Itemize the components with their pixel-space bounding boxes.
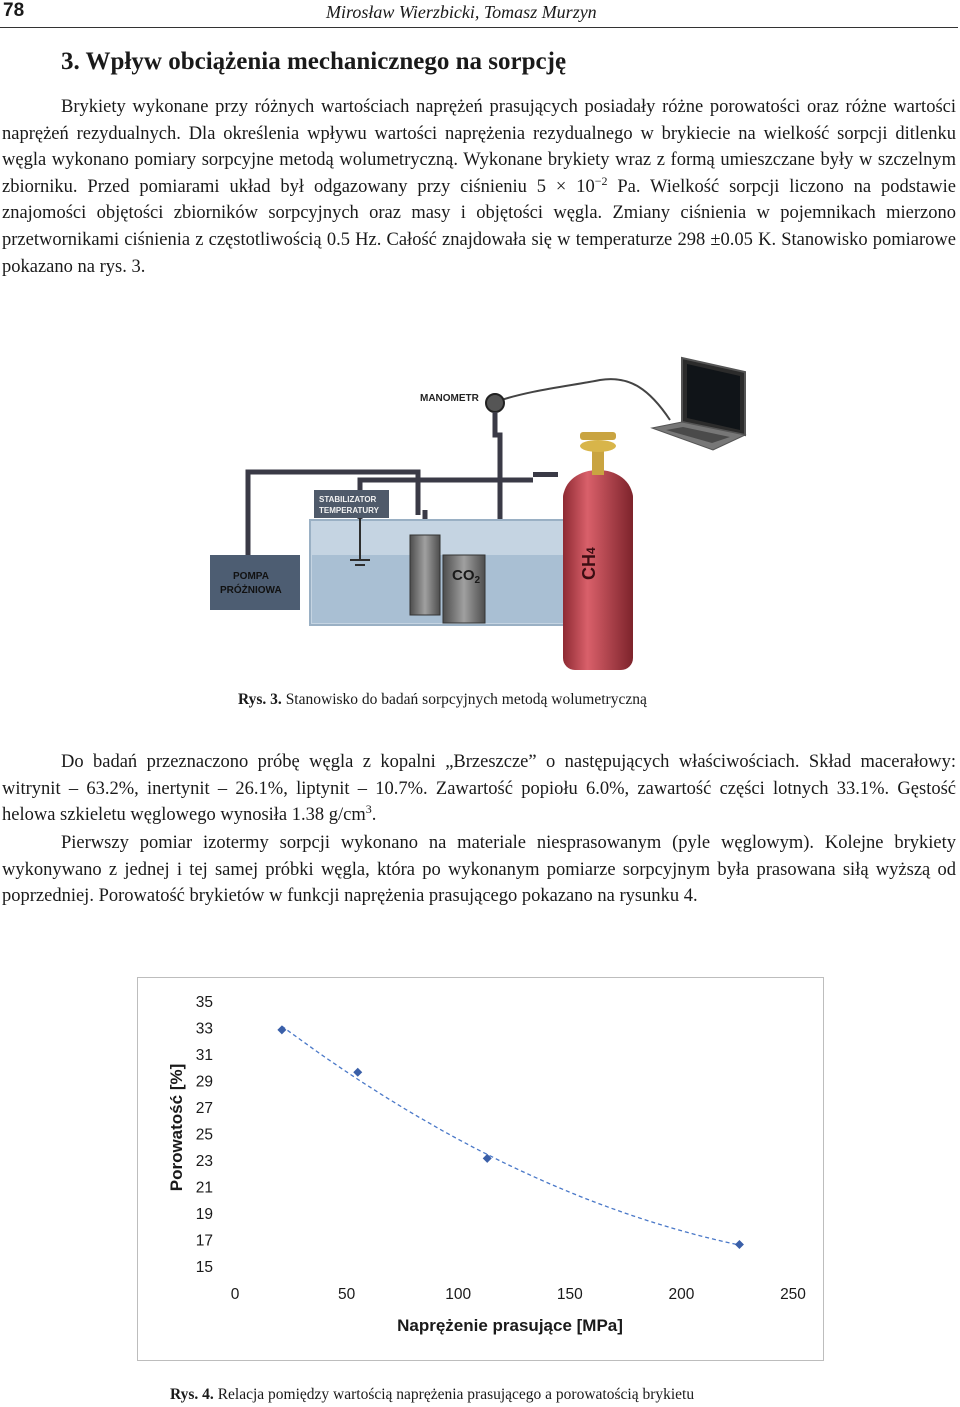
data-points bbox=[277, 1025, 744, 1249]
y-axis-ticks bbox=[196, 994, 213, 1276]
porosity-chart-svg bbox=[138, 978, 825, 1362]
running-head: Mirosław Wierzbicki, Tomasz Murzyn bbox=[326, 2, 597, 22]
x-axis-ticks bbox=[231, 1286, 807, 1303]
paragraph-3-text: Pierwszy pomiar izotermy sorpcji wykonano na materiale niesprasowanym (pyle węglowym). Kolejne brykiety wykonywano z jednej i tej samej próbki węgla, która po wykonanym pomiarze sorpcyjnym była prasowana siłą wyższą od poprzedniej. Porowatość brykietów w funkcji naprężenia prasującego pokazano na rysunku 4. bbox=[2, 833, 956, 907]
paragraph-3 bbox=[2, 830, 956, 910]
paragraph-1-text-b: Pa. Wielkość sorpcji liczono na podstawie znajomości objętości zbiorników sorpcyjnych oraz masy i objętości węgla. Zmiany ciśnienia w pojemnikach mierzono przetwornikami ciśnienia z częstotliwością 0.5 Hz. Całość znajdowała się w temperaturze 298 ±0.05 K. Stanowisko pomiarowe pokazano na rys. 3. bbox=[2, 176, 956, 277]
figure-4-caption-label: Rys. 4. bbox=[170, 1386, 214, 1403]
figure-3-caption bbox=[238, 691, 647, 709]
paragraph-2-text-b: . bbox=[371, 805, 377, 826]
sorption-cell bbox=[443, 555, 485, 623]
x-tick-label: 200 bbox=[668, 1286, 695, 1303]
figure-3-caption-label: Rys. 3. bbox=[238, 691, 282, 708]
data-point-marker bbox=[735, 1240, 744, 1249]
header-rule bbox=[0, 27, 958, 28]
x-tick-label: 250 bbox=[780, 1286, 806, 1303]
x-axis-title: Naprężenie prasujące [MPa] bbox=[397, 1316, 623, 1335]
paragraph-2-exponent: 3 bbox=[365, 802, 372, 817]
manometer-icon bbox=[486, 394, 504, 412]
y-tick-label: 17 bbox=[195, 1232, 213, 1250]
figure-4-caption-text: Relacja pomiędzy wartością naprężenia prasującego a porowatością brykietu bbox=[213, 1386, 695, 1403]
y-tick-label: 33 bbox=[195, 1020, 213, 1038]
paragraph-1-exponent: −2 bbox=[594, 173, 608, 188]
manometer-label: MANOMETR bbox=[420, 393, 479, 404]
stabilizer-label-2: TEMPERATURY bbox=[319, 506, 379, 515]
x-tick-label: 0 bbox=[230, 1286, 240, 1303]
page-number: 78 bbox=[3, 0, 25, 21]
pump-label-1: POMPA bbox=[233, 571, 269, 582]
section-title: 3. Wpływ obciążenia mechanicznego na sorpcję bbox=[61, 48, 567, 75]
y-tick-label: 35 bbox=[195, 994, 213, 1011]
y-tick-label: 21 bbox=[195, 1179, 213, 1197]
paragraph-2 bbox=[2, 749, 956, 829]
y-tick-label: 19 bbox=[195, 1206, 213, 1223]
data-point-marker bbox=[483, 1154, 492, 1163]
y-tick-label: 25 bbox=[195, 1126, 213, 1144]
reference-cell bbox=[410, 535, 440, 615]
y-axis-title: Porowatość [%] bbox=[167, 1063, 186, 1192]
y-tick-label: 31 bbox=[195, 1047, 213, 1064]
y-tick-label: 29 bbox=[195, 1073, 213, 1091]
pump-label-2: PRÓŻNIOWA bbox=[220, 585, 282, 596]
porosity-chart bbox=[137, 977, 824, 1361]
y-tick-label: 27 bbox=[195, 1100, 213, 1117]
stabilizer-label-1: STABILIZATOR bbox=[319, 495, 377, 504]
trend-line bbox=[282, 1026, 740, 1245]
data-point-marker bbox=[353, 1068, 362, 1077]
figure-4-caption bbox=[170, 1386, 694, 1404]
page-header bbox=[0, 0, 960, 30]
data-cable bbox=[495, 379, 670, 420]
co2-label: $CO_2$ bbox=[452, 567, 481, 586]
y-tick-label: 23 bbox=[195, 1153, 213, 1170]
y-tick-label: 15 bbox=[195, 1259, 213, 1276]
setup-diagram bbox=[200, 350, 760, 680]
x-tick-label: 150 bbox=[556, 1286, 583, 1303]
ch4-label: CH4 bbox=[579, 547, 599, 580]
laptop-icon bbox=[652, 358, 745, 450]
x-tick-label: 100 bbox=[445, 1286, 472, 1303]
paragraph-2-text-a: Do badań przeznaczono próbę węgla z kopalni „Brzeszcze” o następujących właściwościach. Skład macerałowy: witrynit – 63.2%, inertynit – 26.1%, liptynit – 10.7%. Zawartość popiołu 6.0%, zawartość części lotnych 33.1%. Gęstość helowa szkieletu węglowego wynosiła 1.38 g/cm bbox=[2, 752, 956, 826]
vacuum-pump bbox=[210, 555, 300, 610]
x-tick-label: 50 bbox=[337, 1286, 356, 1303]
paragraph-1 bbox=[2, 94, 956, 280]
figure-3-caption-text: Stanowisko do badań sorpcyjnych metodą wolumetryczną bbox=[281, 691, 647, 708]
data-point-marker bbox=[277, 1025, 286, 1034]
paragraph-1-text-a: Brykiety wykonane przy różnych wartościach naprężeń prasujących posiadały różne porowatości oraz różne wartości naprężeń rezydualnych. Dla określenia wpływu wartości naprężenia rezydualnego w brykiecie na wielkość sorpcji ditlenku węgla wykonano pomiary sorpcyjne metodą wolumetryczną. Wykonane brykiety wraz z formą umieszczane były w szczelnym zbiorniku. Przed pomiarami układ był odgazowany przy ciśnieniu 5 × 10 bbox=[2, 97, 956, 197]
